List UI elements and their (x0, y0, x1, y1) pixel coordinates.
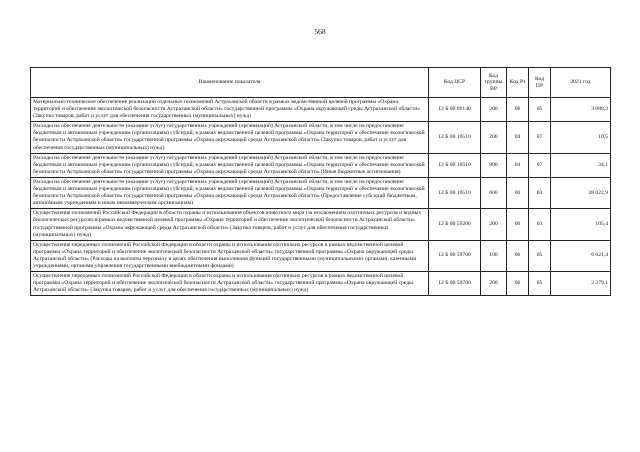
row-csr-code: 12 Б 00 00140 (429, 98, 481, 122)
header-vr-code: Код группы ВР (481, 68, 507, 98)
row-pr-code: 03 (529, 177, 551, 208)
row-rz-code: 04 (507, 122, 529, 153)
header-name: Наименование показателя (31, 68, 429, 98)
row-vr-code: 800 (481, 153, 507, 177)
row-rz-code: 06 (507, 177, 529, 208)
row-rz-code: 06 (507, 98, 529, 122)
table-row (31, 272, 611, 296)
row-csr-code: 12 Б 00 59200 (429, 209, 481, 240)
table-row (31, 177, 611, 208)
table-row (31, 153, 611, 177)
row-name: Расходы на обеспечение деятельности (оказание услуг) государственных учреждений (организаций) Астраханской области, в том числе на предоставление бюджетным и автономным учреждениям (организациям) субсидий, в рамках ведомственной целевой программы «Охрана территорий и обеспечение экологической безопасности Астраханской области» государственной программы «Охрана окружающей среды Астраханской области» (Иные бюджетные ассигнования) (31, 153, 429, 177)
header-pr-code: Код ПР (529, 68, 551, 98)
table-row (31, 98, 611, 122)
table-row (31, 209, 611, 240)
row-vr-code: 200 (481, 98, 507, 122)
table-header-row (31, 68, 611, 98)
row-pr-code: 03 (529, 209, 551, 240)
row-pr-code: 05 (529, 98, 551, 122)
row-rz-code: 04 (507, 153, 529, 177)
row-csr-code: 12 Б 00 10510 (429, 177, 481, 208)
row-pr-code: 07 (529, 153, 551, 177)
page-number: 568 (314, 27, 326, 36)
row-vr-code: 200 (481, 272, 507, 296)
budget-table (30, 67, 611, 296)
row-vr-code: 200 (481, 122, 507, 153)
row-csr-code: 12 Б 00 10510 (429, 153, 481, 177)
row-rz-code: 06 (507, 272, 529, 296)
row-pr-code: 05 (529, 272, 551, 296)
row-amount: 38 022,9 (551, 177, 611, 208)
row-pr-code: 07 (529, 122, 551, 153)
row-csr-code: 12 Б 00 59700 (429, 272, 481, 296)
header-year: 2021 год (551, 68, 611, 98)
row-name: Осуществление переданных полномочий Российской Федерации в области охраны и использования охотничьих ресурсов в рамках ведомственной целевой программы «Охрана территорий и обеспечение экологической безопасности Астраханской области» государственной программы «Охрана окружающей среды Астраханской области» (Закупка товаров, работ и услуг для обеспечения государственных (муниципальных) нужд) (31, 272, 429, 296)
table-row (31, 122, 611, 153)
row-amount: 105,4 (551, 209, 611, 240)
header-csr-code: Код ЦСР (429, 68, 481, 98)
header-rz-code: Код Рз (507, 68, 529, 98)
row-vr-code: 200 (481, 209, 507, 240)
row-pr-code: 05 (529, 240, 551, 271)
row-name: Осуществление полномочий Российской Федерации в области охраны и использования объектов животного мира (за исключением охотничьих ресурсов и водных биологических ресурсов) в рамках ведомственной целевой программы «Охрана территорий и обеспечение экологической безопасности Астраханской области» государственной программы «Охрана окружающей среды Астраханской области» (Закупка товаров, работ и услуг для обеспечения государственных (муниципальных) нужд) (31, 209, 429, 240)
row-rz-code: 06 (507, 209, 529, 240)
table-row (31, 240, 611, 271)
row-amount: 34,1 (551, 153, 611, 177)
row-name: Расходы на обеспечение деятельности (оказание услуг) государственных учреждений (организаций) Астраханской области, в том числе на предоставление бюджетным и автономным учреждениям (организациям) субсидий, в рамках ведомственной целевой программы «Охрана территорий и обеспечение экологической безопасности Астраханской области» государственной программы «Охрана окружающей среды Астраханской области» (Предоставление субсидий бюджетным, автономным учреждениям и иным некоммерческим организациям) (31, 177, 429, 208)
row-csr-code: 12 Б 00 10510 (429, 122, 481, 153)
row-vr-code: 600 (481, 177, 507, 208)
row-name: Расходы на обеспечение деятельности (оказание услуг) государственных учреждений (организаций) Астраханской области, в том числе на предоставление бюджетным и автономным учреждениям (организациям) субсидий, в рамках ведомственной целевой программы «Охрана территорий и обеспечение экологической безопасности Астраханской области» государственной программы «Охрана окружающей среды Астраханской области» (Закупка товаров, работ и услуг для обеспечения государственных (муниципальных) нужд) (31, 122, 429, 153)
row-name: Осуществление переданных полномочий Российской Федерации в области охраны и использования охотничьих ресурсов в рамках ведомственной целевой программы «Охрана территорий и обеспечение экологической безопасности Астраханской области» государственной программы «Охрана окружающей среды Астраханской области» (Расходы на выплаты персоналу в целях обеспечения выполнения функций государственными (муниципальными) органами, казенными учреждениями, органами управления государственными внебюджетными фондами) (31, 240, 429, 271)
row-amount: 2 379,1 (551, 272, 611, 296)
row-amount: 3 088,3 (551, 98, 611, 122)
row-rz-code: 06 (507, 240, 529, 271)
row-csr-code: 12 Б 00 59700 (429, 240, 481, 271)
row-name: Материально-техническое обеспечение реализации отдельных полномочий Астраханской области в рамках ведомственной целевой программы «Охрана территорий и обеспечение экологической безопасности Астраханской области» государственной программы «Охрана окружающей среды Астраханской области» (Закупка товаров, работ и услуг для обеспечения государственных (муниципальных) нужд) (31, 98, 429, 122)
row-amount: 10,5 (551, 122, 611, 153)
row-vr-code: 100 (481, 240, 507, 271)
row-amount: 6 621,4 (551, 240, 611, 271)
